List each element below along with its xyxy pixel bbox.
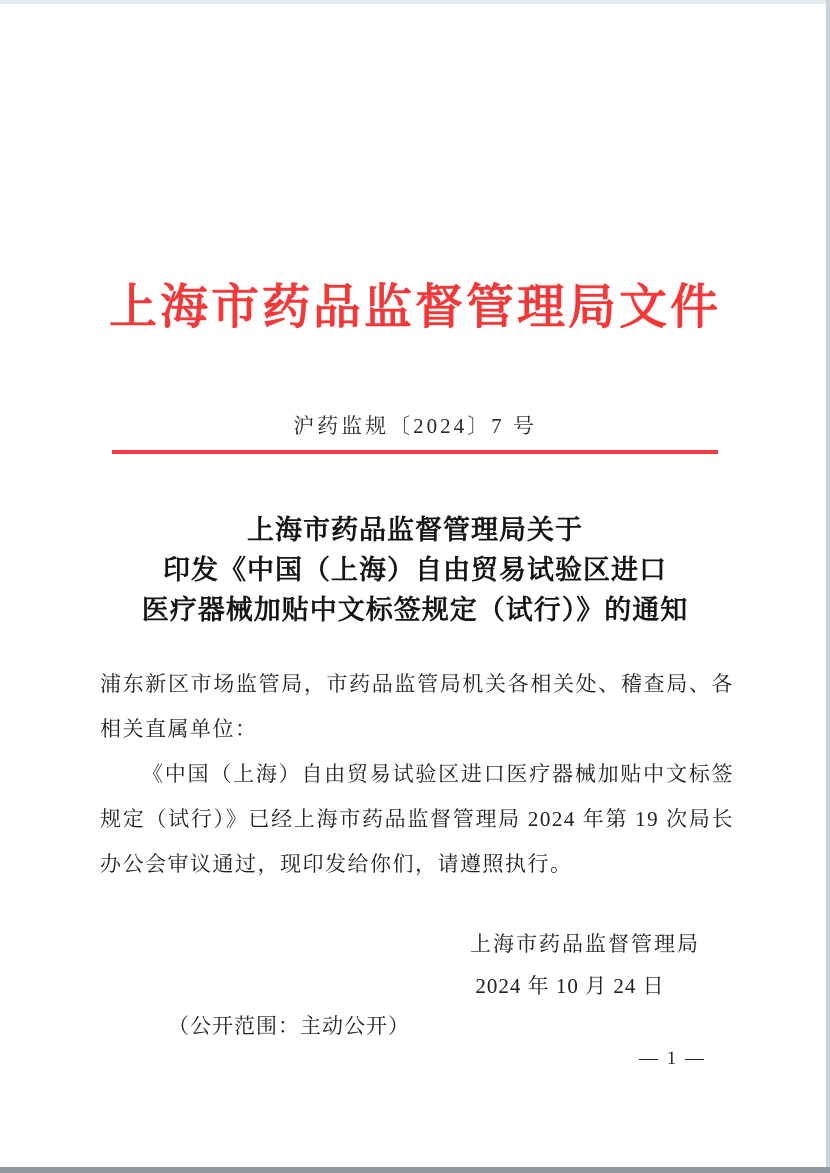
signature-organization: 上海市药品监督管理局	[470, 932, 700, 956]
disclosure-scope-note: （公开范围：主动公开）	[168, 1014, 410, 1038]
agency-banner-title: 上海市药品监督管理局文件	[108, 281, 721, 334]
document-title	[0, 510, 830, 630]
main-paragraph: 《中国（上海）自由贸易试验区进口医疗器械加贴中文标签规定（试行）》已经上海市药品监督管理局 2024 年第 19 次局长办公会审议通过，现印发给你们，请遵照执行。	[100, 762, 734, 876]
scan-edge-bottom	[0, 1167, 830, 1173]
salutation-paragraph: 浦东新区市场监管局，市药品监管局机关各相关处、稽查局、各相关直属单位：	[100, 672, 734, 741]
page-number: — 1 —	[639, 1048, 706, 1069]
document-title-line-1: 上海市药品监督管理局关于	[247, 515, 583, 545]
signature-date: 2024 年 10 月 24 日	[475, 974, 665, 998]
document-title-line-2: 印发《中国（上海）自由贸易试验区进口	[163, 555, 667, 585]
document-body	[100, 662, 734, 887]
document-title-line-3: 医疗器械加贴中文标签规定（试行）》的通知	[141, 595, 689, 625]
scan-edge-top	[0, 0, 830, 4]
red-header-rule	[112, 450, 718, 454]
document-number: 沪药监规〔2024〕7 号	[293, 414, 537, 438]
